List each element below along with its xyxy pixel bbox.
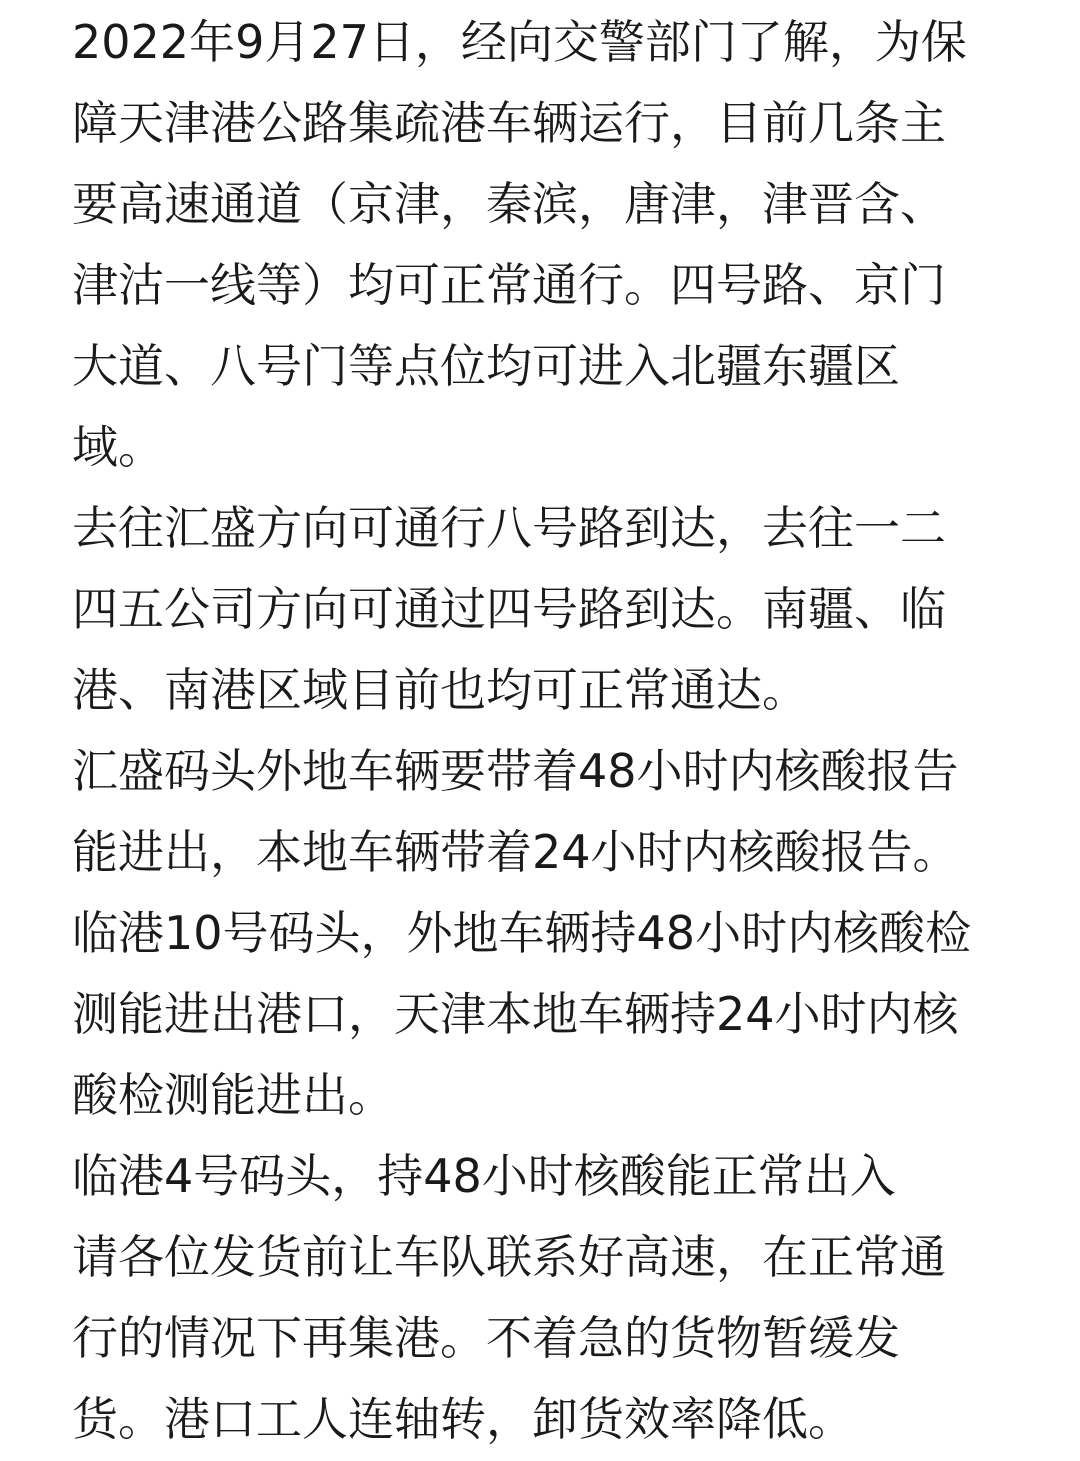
text-line-17: 行的情况下再集港。不着急的货物暂缓发: [72, 1311, 900, 1365]
text-line-4: 津沽一线等）均可正常通行。四号路、京门: [72, 258, 946, 312]
text-line-18: 货。港口工人连轴转，卸货效率降低。: [72, 1392, 854, 1446]
text-line-10: 汇盛码头外地车辆要带着48小时内核酸报告: [72, 744, 959, 798]
text-line-5: 大道、八号门等点位均可进入北疆东疆区: [72, 339, 900, 393]
text-line-7: 去往汇盛方向可通行八号路到达，去往一二: [72, 501, 946, 555]
text-line-1: 2022年9月27日，经向交警部门了解，为保: [72, 15, 967, 69]
text-line-15: 临港4号码头，持48小时核酸能正常出入: [72, 1149, 896, 1203]
text-line-14: 酸检测能进出。: [72, 1068, 394, 1122]
text-line-9: 港、南港区域目前也均可正常通达。: [72, 663, 808, 717]
text-line-2: 障天津港公路集疏港车辆运行，目前几条主: [72, 96, 946, 150]
text-line-13: 测能进出港口，天津本地车辆持24小时内核: [72, 987, 959, 1041]
text-line-6: 域。: [72, 420, 164, 474]
text-line-12: 临港10号码头，外地车辆持48小时内核酸检: [72, 906, 972, 960]
text-line-8: 四五公司方向可通过四号路到达。南疆、临: [72, 582, 946, 636]
text-line-16: 请各位发货前让车队联系好高速，在正常通: [72, 1230, 946, 1284]
text-line-3: 要高速通道（京津，秦滨，唐津，津晋含、: [72, 177, 946, 231]
text-line-11: 能进出，本地车辆带着24小时内核酸报告。: [72, 825, 959, 879]
